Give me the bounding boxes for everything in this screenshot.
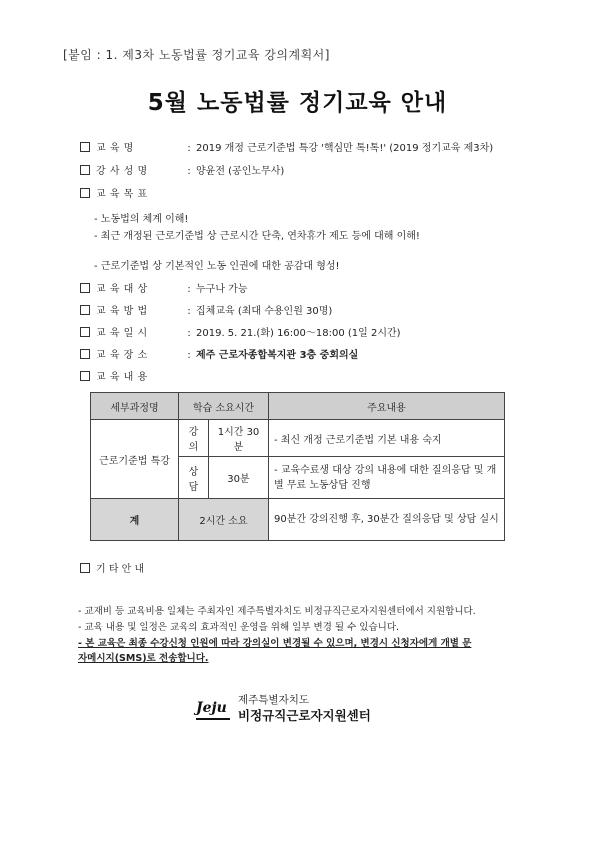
etc-section-heading xyxy=(80,560,144,575)
type-cell: 강의 xyxy=(179,420,209,457)
colon: : xyxy=(187,284,191,295)
info-label: 교 육 일 시 xyxy=(96,328,148,339)
content-cell: - 최신 개정 근로기준법 기본 내용 숙지 xyxy=(269,420,505,457)
org-name-line1: 제주특별자치도 xyxy=(238,694,310,706)
info-row-course-name xyxy=(80,139,493,154)
note-item: - 본 교육은 최종 수강신청 인원에 따라 강의실이 변경될 수 있으며, 변경시 신청자에게 개별 문 xyxy=(78,638,472,649)
checkbox-square-icon xyxy=(80,327,90,337)
info-label: 교 육 목 표 xyxy=(96,189,148,200)
colon: : xyxy=(187,143,191,154)
info-row-place xyxy=(80,346,358,361)
checkbox-square-icon xyxy=(80,371,90,381)
info-value: 집체교육 (최대 수용인원 30명) xyxy=(196,306,333,317)
info-row-goal xyxy=(80,185,182,200)
attachment-label: [붙임 : 1. 제3차 노동법률 정기교육 강의계획서] xyxy=(63,48,330,62)
goal-item: - 최근 개정된 근로기준법 상 근로시간 단축, 연차휴가 제도 등에 대해 이해! xyxy=(94,231,420,242)
checkbox-square-icon xyxy=(80,188,90,198)
colon: : xyxy=(187,350,191,361)
info-value: 제주 근로자종합복지관 3층 중회의실 xyxy=(196,350,359,361)
info-label: 교 육 장 소 xyxy=(96,350,148,361)
checkbox-square-icon xyxy=(80,305,90,315)
time-cell: 1시간 30분 xyxy=(209,420,269,457)
info-value: 누구나 가능 xyxy=(196,284,248,295)
info-label: 교 육 내 용 xyxy=(96,372,148,383)
checkbox-square-icon xyxy=(80,142,90,152)
header-course: 세부과정명 xyxy=(91,393,179,420)
time-cell: 30분 xyxy=(209,457,269,499)
type-cell: 상담 xyxy=(179,457,209,499)
org-name-line2: 비정규직근로자지원센터 xyxy=(238,708,371,723)
info-value: 양윤전 (공인노무사) xyxy=(196,166,285,177)
colon: : xyxy=(187,328,191,339)
goal-item: - 근로기준법 상 기본적인 노동 인권에 대한 공감대 형성! xyxy=(94,261,340,272)
total-time-cell: 2시간 소요 xyxy=(179,499,269,541)
page-title: 5월 노동법률 정기교육 안내 xyxy=(147,90,448,116)
info-row-instructor xyxy=(80,162,284,177)
header-content: 주요내용 xyxy=(269,393,505,420)
colon: : xyxy=(187,166,191,177)
table-total-row xyxy=(91,499,505,541)
total-label-cell: 계 xyxy=(91,499,179,541)
checkbox-square-icon xyxy=(80,283,90,293)
table-header-row xyxy=(91,393,505,420)
goal-item: - 노동법의 체계 이해! xyxy=(94,214,189,225)
content-cell: - 교육수료생 대상 강의 내용에 대한 질의응답 및 개별 무료 노동상담 진행 xyxy=(269,457,505,499)
info-row-content xyxy=(80,368,182,383)
checkbox-square-icon xyxy=(80,165,90,175)
etc-label: 기 타 안 내 xyxy=(96,564,145,575)
course-name-cell: 근로기준법 특강 xyxy=(91,420,179,499)
jeju-logo: Jeju xyxy=(196,700,227,716)
info-row-target xyxy=(80,280,247,295)
info-label: 교 육 명 xyxy=(96,143,134,154)
checkbox-square-icon xyxy=(80,349,90,359)
info-row-method xyxy=(80,302,332,317)
logo-underline xyxy=(196,718,230,720)
note-item: 자메시지(SMS)로 전송합니다. xyxy=(78,653,209,664)
info-row-datetime xyxy=(80,324,401,339)
info-label: 교 육 대 상 xyxy=(96,284,148,295)
note-item: - 교재비 등 교육비용 일체는 주최자인 제주특별자치도 비정규직근로자지원센터에서 지원합니다. xyxy=(78,606,476,617)
checkbox-square-icon xyxy=(80,563,90,573)
info-label: 교 육 방 법 xyxy=(96,306,148,317)
note-item: - 교육 내용 및 일정은 교육의 효과적인 운영을 위해 일부 변경 될 수 있습니다. xyxy=(78,622,400,633)
info-value: 2019 개정 근로기준법 특강 '핵심만 톡!톡!' (2019 정기교육 제3차) xyxy=(196,143,494,154)
header-time: 학습 소요시간 xyxy=(179,393,269,420)
course-table xyxy=(90,392,505,541)
info-label: 강 사 성 명 xyxy=(96,166,148,177)
table-row xyxy=(91,420,505,457)
info-value: 2019. 5. 21.(화) 16:00～18:00 (1일 2시간) xyxy=(196,328,401,339)
total-content-cell: 90분간 강의진행 후, 30분간 질의응답 및 상담 실시 xyxy=(269,499,505,541)
colon: : xyxy=(187,306,191,317)
